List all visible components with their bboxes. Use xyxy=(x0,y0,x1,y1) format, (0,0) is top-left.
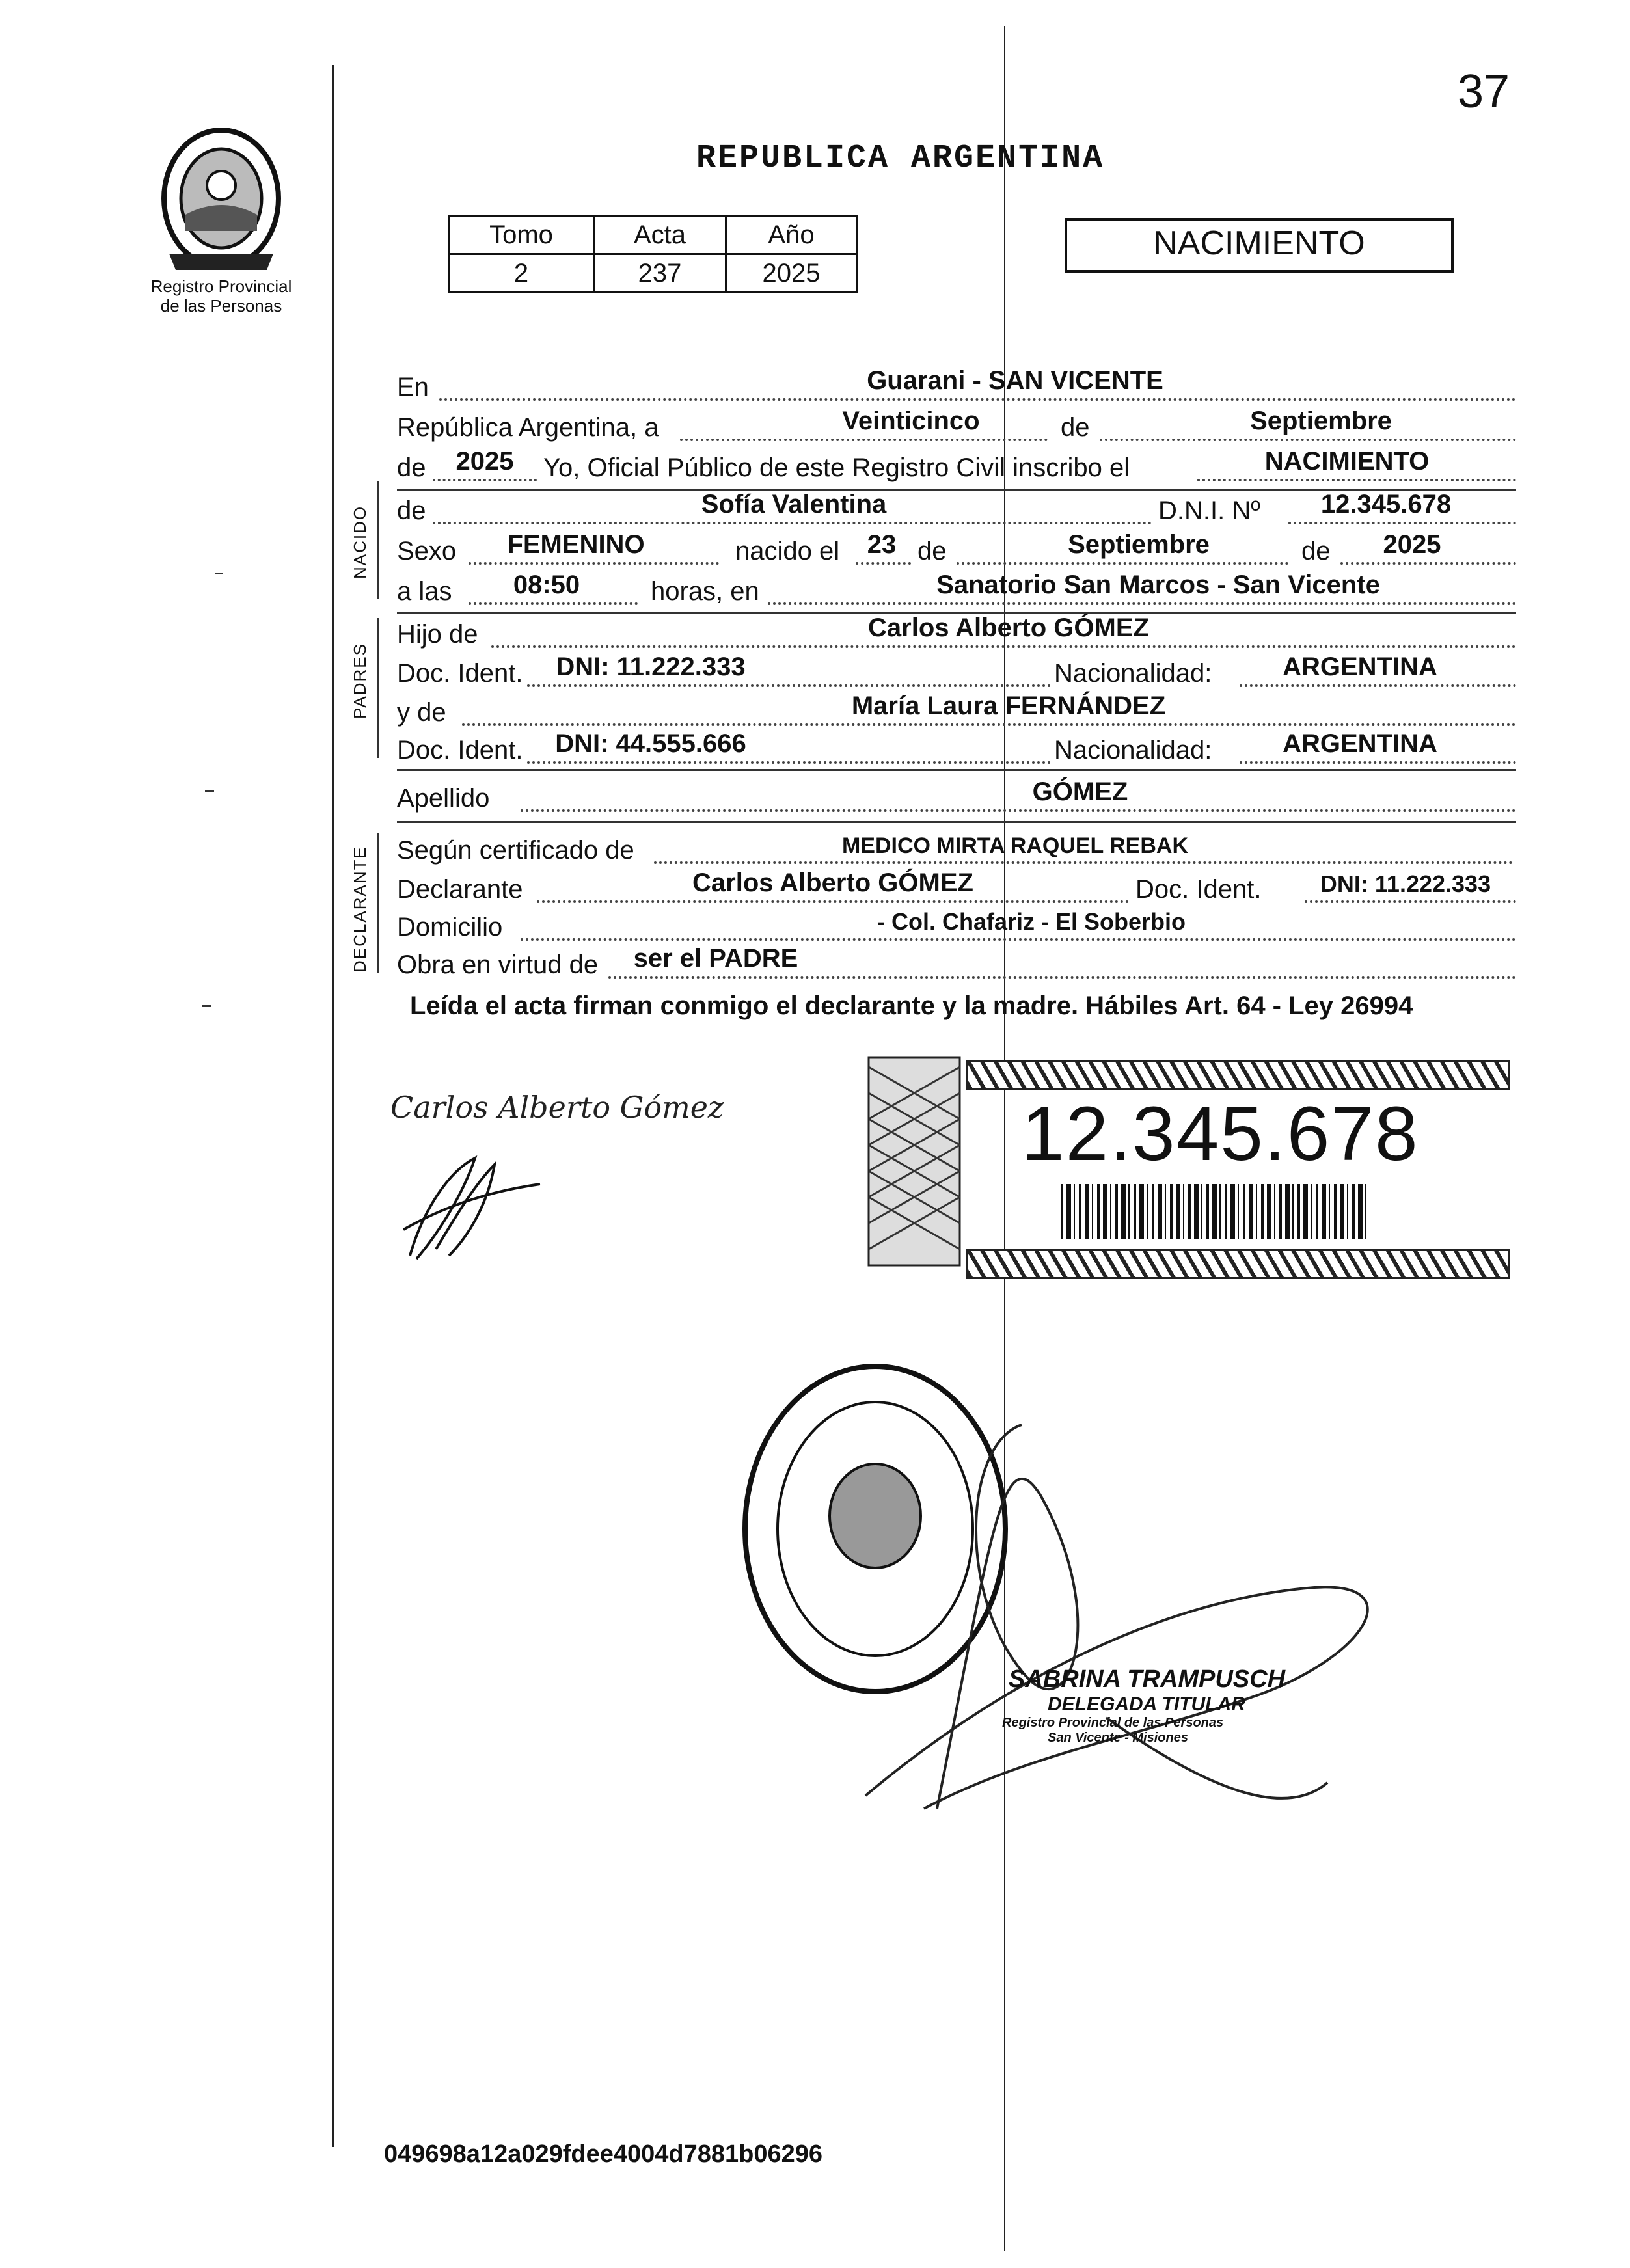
reference-table-header xyxy=(449,216,857,254)
ref-header-anio: Año xyxy=(726,216,857,254)
official-place: San Vicente - Misiones xyxy=(1048,1731,1188,1745)
value-nacionalidad-madre: ARGENTINA xyxy=(1283,729,1437,758)
official-stamp xyxy=(1002,1666,1334,1746)
row-domicilio xyxy=(397,904,1516,945)
row-madre xyxy=(397,690,1516,730)
value-nombre: Sofía Valentina xyxy=(701,490,887,519)
official-office: Registro Provincial de las Personas xyxy=(1002,1716,1224,1730)
value-declarante: Carlos Alberto GÓMEZ xyxy=(692,869,973,897)
declarante-bracket xyxy=(377,833,379,973)
value-localidad: Guarani - SAN VICENTE xyxy=(867,366,1163,395)
label-de4: de xyxy=(917,537,947,565)
official-signature-scribble xyxy=(859,1418,1445,1822)
row-hora xyxy=(397,569,1516,609)
value-dia-nacimiento: 23 xyxy=(867,530,897,559)
row-inscripcion xyxy=(397,445,1516,485)
label-nacionalidad2: Nacionalidad: xyxy=(1054,736,1212,764)
reference-table xyxy=(448,215,858,293)
row-declarante xyxy=(397,867,1516,907)
value-padre: Carlos Alberto GÓMEZ xyxy=(868,614,1149,642)
padres-bracket xyxy=(377,618,379,758)
value-certificado: MEDICO MIRTA RAQUEL REBAK xyxy=(841,833,1189,858)
province-logo xyxy=(156,124,286,273)
label-a-las: a las xyxy=(397,577,452,606)
ref-value-acta: 237 xyxy=(594,254,726,293)
margin-mark xyxy=(215,573,223,574)
value-apellido: GÓMEZ xyxy=(1032,777,1128,806)
value-doc-declarante: DNI: 11.222.333 xyxy=(1320,871,1491,897)
row-doc-padre xyxy=(397,651,1516,691)
row-fecha-acta xyxy=(397,405,1516,445)
label-doc-ident3: Doc. Ident. xyxy=(1135,875,1262,904)
province-coat-of-arms-icon xyxy=(156,124,286,273)
value-inscribo: NACIMIENTO xyxy=(1264,447,1430,476)
document-title: REPUBLICA ARGENTINA xyxy=(696,140,1105,177)
ref-header-acta: Acta xyxy=(594,216,726,254)
label-de3: de xyxy=(397,496,426,525)
value-obra: ser el PADRE xyxy=(633,944,798,973)
label-sexo: Sexo xyxy=(397,537,457,565)
side-label-declarante: DECLARANTE xyxy=(350,846,370,973)
label-nacido-el: nacido el xyxy=(735,537,840,565)
margin-mark xyxy=(202,1005,211,1007)
value-anio-acta: 2025 xyxy=(455,447,514,476)
label-republica: República Argentina, a xyxy=(397,413,659,442)
label-apellido: Apellido xyxy=(397,784,490,813)
label-yo-oficial: Yo, Oficial Público de este Registro Civil inscribo el xyxy=(543,453,1130,482)
label-en: En xyxy=(397,373,429,401)
declarant-signature-name: Carlos Alberto Gómez xyxy=(390,1090,724,1125)
barcode-icon xyxy=(1061,1184,1366,1239)
value-domicilio: - Col. Chafariz - El Soberbio xyxy=(876,908,1186,935)
document-type-box: NACIMIENTO xyxy=(1065,218,1454,273)
ref-value-tomo: 2 xyxy=(449,254,594,293)
label-domicilio: Domicilio xyxy=(397,913,503,941)
nacido-bracket xyxy=(377,481,379,599)
value-sexo: FEMENINO xyxy=(507,530,645,559)
value-madre: María Laura FERNÁNDEZ xyxy=(851,692,1166,720)
value-dni: 12.345.678 xyxy=(1320,490,1452,519)
label-doc-ident: Doc. Ident. xyxy=(397,659,523,688)
label-doc-ident2: Doc. Ident. xyxy=(397,736,523,764)
label-obra: Obra en virtud de xyxy=(397,951,599,979)
label-declarante: Declarante xyxy=(397,875,523,904)
value-mes-nacimiento: Septiembre xyxy=(1068,530,1210,559)
value-doc-padre: DNI: 11.222.333 xyxy=(556,653,746,681)
official-role: DELEGADA TITULAR xyxy=(1048,1694,1245,1715)
guilloche-pattern-icon xyxy=(865,1054,963,1269)
value-dia-acta: Veinticinco xyxy=(842,407,980,435)
document-hash: 049698a12a029fdee4004d7881b06296 xyxy=(384,2140,823,2168)
closing-note: Leída el acta firman conmigo el declarante y la madre. Hábiles Art. 64 - Ley 26994 xyxy=(410,992,1413,1020)
label-dni: D.N.I. Nº xyxy=(1158,496,1260,525)
left-frame-line xyxy=(332,65,334,2147)
logo-caption xyxy=(111,277,332,316)
label-de5: de xyxy=(1301,537,1331,565)
value-anio-nacimiento: 2025 xyxy=(1383,530,1441,559)
label-certificado: Según certificado de xyxy=(397,836,634,865)
label-hijo-de: Hijo de xyxy=(397,620,478,649)
logo-caption-line2: de las Personas xyxy=(160,296,282,316)
label-y-de: y de xyxy=(397,698,446,727)
row-doc-madre xyxy=(397,727,1516,768)
stamp-top-band xyxy=(966,1060,1510,1090)
stamp-bottom-band xyxy=(966,1249,1510,1279)
id-stamp xyxy=(865,1054,1506,1288)
side-label-nacido: NACIDO xyxy=(350,505,370,579)
value-lugar: Sanatorio San Marcos - San Vicente xyxy=(936,571,1380,599)
row-en xyxy=(397,364,1516,405)
label-de: de xyxy=(1061,413,1090,442)
row-nombre xyxy=(397,488,1516,528)
row-apellido xyxy=(397,776,1516,816)
reference-table-values xyxy=(449,254,857,293)
label-de2: de xyxy=(397,453,426,482)
logo-caption-line1: Registro Provincial xyxy=(150,277,292,296)
row-sexo xyxy=(397,528,1516,569)
separator xyxy=(397,769,1516,771)
ref-value-anio: 2025 xyxy=(726,254,857,293)
row-certificado xyxy=(397,828,1516,868)
label-horas-en: horas, en xyxy=(651,577,759,606)
row-obra xyxy=(397,942,1516,982)
margin-mark xyxy=(205,790,214,792)
separator xyxy=(397,821,1516,823)
id-stamp-number: 12.345.678 xyxy=(1022,1091,1419,1177)
side-label-padres: PADRES xyxy=(350,643,370,719)
ref-header-tomo: Tomo xyxy=(449,216,594,254)
value-mes-acta: Septiembre xyxy=(1250,407,1392,435)
page-number: 37 xyxy=(1458,66,1510,118)
value-hora: 08:50 xyxy=(513,571,580,599)
row-padre xyxy=(397,612,1516,652)
value-nacionalidad-padre: ARGENTINA xyxy=(1283,653,1437,681)
declarant-signature-scribble xyxy=(397,1145,547,1262)
value-doc-madre: DNI: 44.555.666 xyxy=(555,729,746,758)
label-nacionalidad: Nacionalidad: xyxy=(1054,659,1212,688)
official-name: SABRINA TRAMPUSCH xyxy=(1009,1666,1286,1693)
